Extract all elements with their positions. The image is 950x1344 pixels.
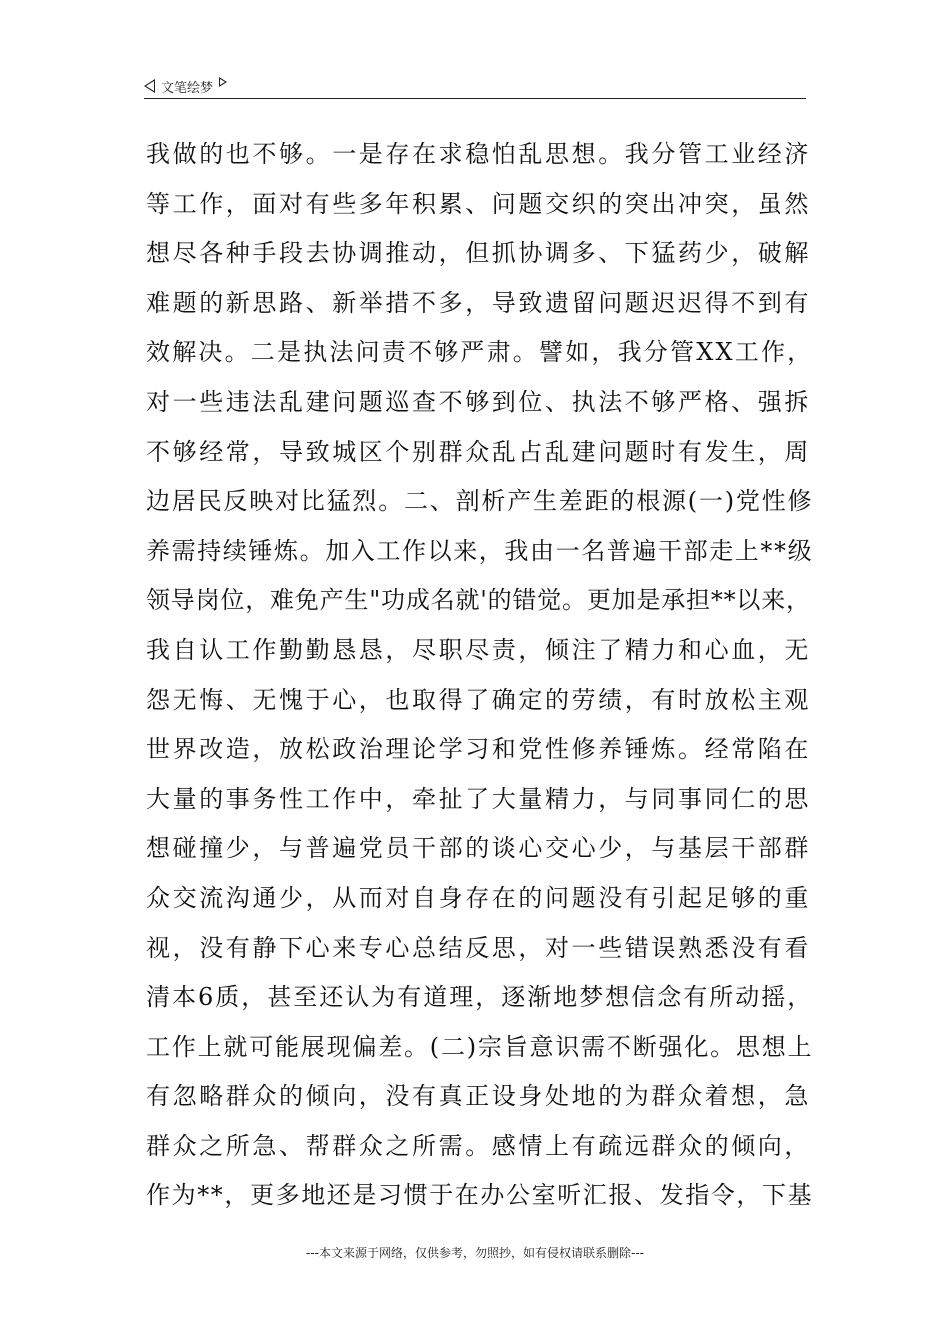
text-line: 作为**，更多地还是习惯于在办公室听汇报、发指令，下基	[146, 1181, 814, 1210]
text-line: 大量的事务性工作中，牵扯了大量精力，与同事同仁的思	[146, 784, 811, 813]
text-line: 工作上就可能展现偏差。(二)宗旨意识需不断强化。思想上	[146, 1032, 814, 1061]
triangle-right-icon	[219, 77, 227, 87]
text-line: 领导岗位，难免产生"功成名就'的错觉。更加是承担**以来，	[146, 586, 811, 615]
text-line: 我做的也不够。一是存在求稳怕乱思想。我分管工业经济	[146, 140, 811, 168]
text-line: 群众之所急、帮群众之所需。感情上有疏远群众的倾向，	[146, 1131, 811, 1160]
text-line: 想碰撞少，与普遍党员干部的谈心交心少，与基层干部群	[146, 834, 811, 863]
page-header	[144, 74, 806, 99]
text-line: 有忽略群众的倾向，没有真正设身处地的为群众着想，急	[146, 1082, 811, 1111]
footer-disclaimer: ---本文来源于网络，仅供参考，勿照抄，如有侵权请联系删除---	[306, 1246, 644, 1260]
text-line: 边居民反映对比猛烈。二、剖析产生差距的根源(一)党性修	[146, 487, 814, 516]
header-title: 文笔绘梦	[161, 80, 214, 96]
text-line: 效解决。二是执法问责不够严肃。譬如，我分管XX工作，	[146, 338, 814, 367]
text-line: 我自认工作勤勤恳恳，尽职尽责，倾注了精力和心血，无	[146, 635, 811, 664]
text-line: 想尽各种手段去协调推动，但抓协调多、下猛药少，破解	[146, 239, 811, 268]
text-line: 对一些违法乱建问题巡查不够到位、执法不够严格、强拆	[146, 387, 811, 416]
document-body	[146, 130, 814, 1221]
text-line: 世界改造，放松政治理论学习和党性修养锤炼。经常陷在	[146, 735, 811, 764]
text-line: 难题的新思路、新举措不多，导致遗留问题迟迟得不到有	[146, 288, 811, 317]
text-line: 不够经常，导致城区个别群众乱占乱建问题时有发生，周	[146, 437, 811, 466]
text-line: 清本6质，甚至还认为有道理，逐渐地梦想信念有所动摇，	[146, 983, 814, 1012]
text-line: 视，没有静下心来专心总结反思，对一些错误熟悉没有看	[146, 933, 811, 962]
text-line: 怨无悔、无愧于心，也取得了确定的劳绩，有时放松主观	[146, 685, 811, 714]
text-line: 众交流沟通少，从而对自身存在的问题没有引起足够的重	[146, 883, 811, 912]
triangle-left-icon	[144, 79, 155, 93]
text-line: 养需持续锤炼。加入工作以来，我由一名普遍干部走上**级	[146, 536, 814, 565]
text-line: 等工作，面对有些多年积累、问题交织的突出冲突，虽然	[146, 189, 811, 218]
